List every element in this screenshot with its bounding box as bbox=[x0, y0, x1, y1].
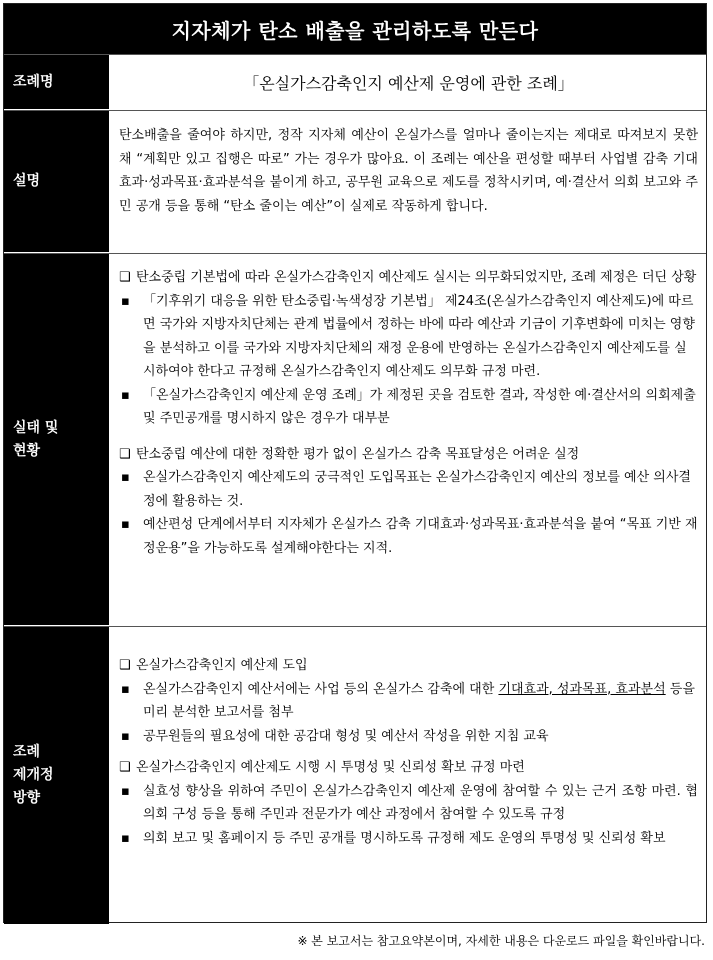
ordinance-content bbox=[109, 55, 706, 109]
ordinance-row bbox=[4, 54, 706, 109]
description-content bbox=[109, 111, 706, 252]
status-label-line: 현황 bbox=[13, 442, 41, 459]
list-item: ▪ 공무원들의 필요성에 대한 공감대 형성 및 예산서 작성을 위한 지침 교육 bbox=[119, 725, 698, 749]
direction-label-line: 제개정 bbox=[13, 767, 54, 783]
checkbox-square-icon: ❑ bbox=[119, 270, 131, 285]
ordinance-label-text: 조례명 bbox=[13, 73, 54, 90]
list-item: ▪ 예산편성 단계에서부터 지자체가 온실가스 감축 기대효과·성과목표·효과분석을 붙여 “목표 기반 재정운용”을 가능하도록 설계해야한다는 지적. bbox=[119, 513, 698, 560]
direction-label-line: 조례 bbox=[13, 744, 41, 760]
checkbox-square-icon: ❑ bbox=[119, 658, 131, 673]
page-title: 지자체가 탄소 배출을 관리하도록 만든다 bbox=[4, 4, 706, 54]
direction-row bbox=[4, 626, 706, 924]
bullet-icon: ▪ bbox=[121, 387, 130, 403]
status-label bbox=[4, 254, 109, 625]
direction-label bbox=[4, 627, 109, 924]
list-item: ▪ 온실가스감축인지 예산제도의 궁극적인 도입목표는 온실가스감축인지 예산의 정보를 예산 의사결정에 활용하는 것. bbox=[119, 466, 698, 513]
underlined-text: 기대효과, 성과목표, 효과분석 bbox=[498, 681, 666, 697]
status-section bbox=[119, 431, 698, 561]
status-content bbox=[109, 254, 706, 625]
status-row bbox=[4, 253, 706, 625]
ordinance-label bbox=[4, 55, 109, 109]
description-text: 탄소배출을 줄여야 하지만, 정작 지자체 예산이 온실가스를 얼마나 줄이는지는 제대로 따져보지 못한 채 “계획만 있고 집행은 따로” 가는 경우가 많아요. 이 조례는 예산을 편성할 때부터 사업별 감축 기대효과·성과목표·효과분석을 붙이게 하고, 공무원 교육으로 제도를 정착시키며, 예·결산서 의회 보고와 주민 공개 등을 통해 “탄소 줄이는 예산”이 실제로 작동하게 합니다. bbox=[119, 128, 698, 214]
direction-label-line: 방향 bbox=[13, 790, 41, 806]
bullet-icon: ▪ bbox=[121, 517, 130, 532]
ordinance-title: 「온실가스감축인지 예산제 운영에 관한 조례」 bbox=[243, 73, 574, 93]
description-label bbox=[4, 111, 109, 252]
status-label-line: 실태 및 bbox=[13, 419, 59, 436]
section-heading: ❑ 탄소중립 기본법에 따라 온실가스감축인지 예산제도 실시는 의무화되었지만, 조례 제정은 더딘 상황 bbox=[119, 266, 698, 290]
description-row bbox=[4, 110, 706, 252]
section-heading: ❑ 탄소중립 예산에 대한 정확한 평가 없이 온실가스 감축 목표달성은 어려운 실정 bbox=[119, 443, 698, 467]
list-item: ▪ 「온실가스감축인지 예산제 운영 조례」가 제정된 곳을 검토한 결과, 작성한 예·결산서의 의회제출 및 주민공개를 명시하지 않은 경우가 대부분 bbox=[119, 384, 698, 431]
direction-section bbox=[119, 748, 698, 850]
bullet-icon: ▪ bbox=[121, 728, 130, 744]
bullet-icon: ▪ bbox=[121, 293, 130, 309]
section-heading: ❑ 온실가스감축인지 예산제 도입 bbox=[119, 654, 698, 678]
list-item: ▪ 「기후위기 대응을 위한 탄소중립·녹색성장 기본법」 제24조(온실가스감축인지 예산제도)에 따르면 국가와 지방자치단체는 관계 법률에서 정하는 바에 따라 예산과 기금이 기후변화에 미치는 영향을 분석하고 이를 국가와 지방자치단체의 재정 운용에 반영하는 온실가스감축인지 예산제도를 실시하여야 한다고 규정해 온실가스감축인지 예산제도 의무화 규정 마련. bbox=[119, 290, 698, 384]
direction-section bbox=[119, 627, 698, 748]
bullet-icon: ▪ bbox=[121, 783, 130, 799]
status-section bbox=[119, 254, 698, 431]
bullet-icon: ▪ bbox=[121, 830, 130, 846]
report-table bbox=[3, 3, 707, 923]
description-label-text: 설명 bbox=[13, 173, 41, 189]
checkbox-square-icon: ❑ bbox=[119, 446, 131, 462]
bullet-icon: ▪ bbox=[121, 470, 130, 485]
bullet-icon: ▪ bbox=[121, 681, 130, 697]
list-item: ▪ 의회 보고 및 홈페이지 등 주민 공개를 명시하도록 규정해 제도 운영의 투명성 및 신뢰성 확보 bbox=[119, 827, 698, 851]
checkbox-square-icon: ❑ bbox=[119, 760, 131, 775]
list-item: ▪ 온실가스감축인지 예산서에는 사업 등의 온실가스 감축에 대한 기대효과, 성과목표, 효과분석 등을 미리 분석한 보고서를 첨부 bbox=[119, 678, 698, 725]
direction-content bbox=[109, 627, 706, 924]
list-item: ▪ 실효성 향상을 위하여 주민이 온실가스감축인지 예산제 운영에 참여할 수 있는 근거 조항 마련. 협의회 구성 등을 통해 주민과 전문가가 예산 과정에서 참여할 수 있도록 규정 bbox=[119, 780, 698, 827]
section-heading: ❑ 온실가스감축인지 예산제도 시행 시 투명성 및 신뢰성 확보 규정 마련 bbox=[119, 756, 698, 780]
footer-note: ※ 본 보고서는 참고요약본이며, 자세한 내용은 다운로드 파일을 확인바랍니다. bbox=[297, 934, 705, 948]
